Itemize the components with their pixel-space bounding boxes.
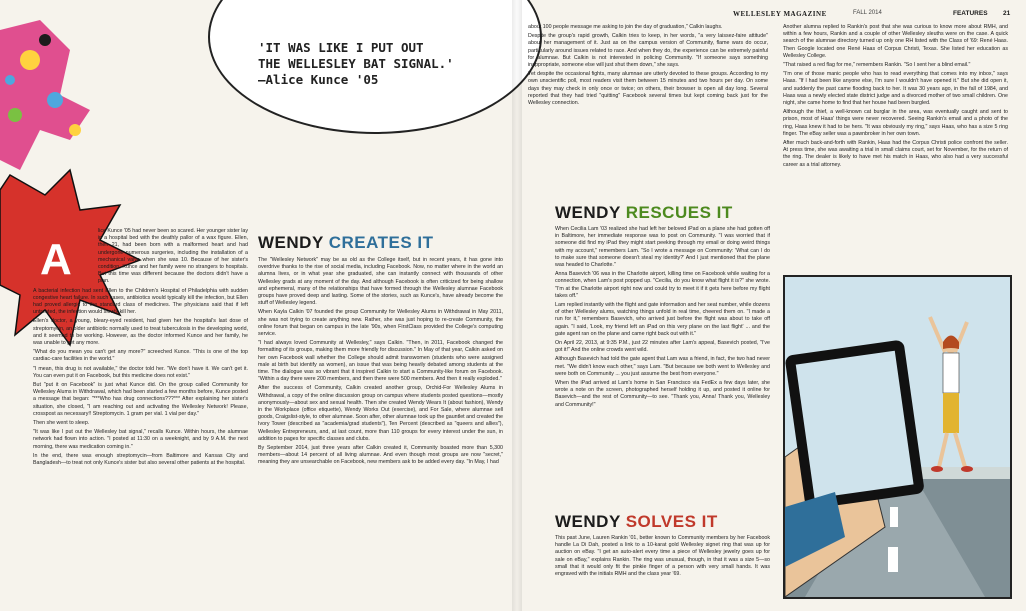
body-paragraph: "I mean, this drug is not available," the doctor told her. "We don't have it. We can't get it. You can even put it on Facebook, but this medicine does not exist." (33, 365, 248, 379)
runway-illustration (783, 275, 1012, 599)
body-paragraph: On April 22, 2013, at 9:35 P.M., just 22 minutes after Lam's appeal, Basevich posted, "I've got it!" And the online crowds went wild. (555, 340, 770, 354)
body-paragraph: Ellen's doctor, a young, bleary-eyed resident, had given her the hospital's last dose of streptomycin, an older antibiotic normally used to treat tuberculosis in the developing world, and it seemed to be working. However, as the doctor informed Kunce and her family, he was unable to get any more. (33, 318, 248, 347)
body-paragraph: "I'm one of those manic people who has to read everything that comes into my inbox," says Haas. "If I had been like anyone else, I'm sure I wouldn't have opened it." But she did open it, and suddenly the past came flooding back to her. It was 30 years ago, in the fall of 1984, and Haas was a newly elected state district judge and a divorced mother of two small children. One night, she came home to find that her house had been burgled. (783, 71, 1008, 107)
column-2 (258, 257, 503, 469)
confetti-dot (20, 50, 40, 70)
heading-creates-it (258, 233, 434, 253)
body-paragraph: "That raised a red flag for me," remembers Rankin. "So I sent her a blind email." (783, 62, 971, 69)
body-paragraph: Despite the group's rapid growth, Calkin tries to keep, in her words, "a very laissez-faire attitude" about her management of it. Just as on the campus version of Community, flame wars do occur, particularly around issues related to race. And when they do, the experience can be extremely painful for alumnae. But Calkin is not interested in policing Community. "If someone says something inappropriate, someone else will just shut them down," she says. (528, 33, 768, 69)
heading-accent: SOLVES IT (625, 512, 718, 531)
body-paragraph: "What do you mean you can't get any more?" screeched Kunce. "This is one of the top cardiac-care facilities in the world." (33, 349, 248, 363)
pull-quote-line1: 'IT WAS LIKE I PUT OUT (258, 40, 424, 55)
heading-word: WENDY (555, 203, 621, 222)
confetti-dot (8, 108, 22, 122)
body-paragraph: "It was like I put out the Wellesley bat signal," recalls Kunce. Within hours, the alumnae network had flown into action. "I posted at 11:30 on a weeknight, and by 9 A.M. the next morning, there was medication coming in." (33, 429, 248, 450)
body-paragraph: Lam replied instantly with the flight and gate information and her seat number, while dozens of other Wellesley alums, watching things unfold in real time, cheered them on. "I made a run for it," remembers Basevich, who arrived just before the flight was about to take off again. "I said, 'Look, my friend left an iPad on this very plane on the last flight' ... and the gate agent ran on the plane and came right back out with it." (555, 302, 770, 337)
body-paragraph: When the iPad arrived at Lam's home in San Francisco via FedEx a few days later, she wrote a note on the screen, photographed herself holding it up, and posted it online for Basevich—and the rest of Community—to see. "Thank you, Anna! Thank you, Wellesley and Community!" (555, 380, 770, 408)
column-3-bottom (555, 535, 770, 580)
body-paragraph: A bacterial infection had sent Ellen to the Children's Hospital of Philadelphia with sudden congestive heart failure. In such cases, antibiotics would typically kill the infection, but Ellen had proved allergic to the standard class of medicines. The physicians said that if left untreated, the infection would slowly kill her. (33, 287, 248, 316)
issue-season: FALL 2014 (853, 10, 882, 16)
body-paragraph: When Cecilia Lam '03 realized she had left her beloved iPad on a plane she had gotten off in Baltimore, her immediate response was to post on Community. "I was worried that if someone did find my iPad they might start peeking through my email or doing weird things with my account," remembers Lam. "So I wrote a message on Community: 'What can I do to make sure that someone doesn't steal my identity?' And I just mentioned that the plane was headed to Charlotte." (555, 226, 770, 269)
body-paragraph: Although the thief, a well-known cat burglar in the area, was eventually caught and sent to prison, most of Haas' things were never recovered. Seeing Rankin's email and a photo of the ring, Haas knew it had to be hers. "It was obviously my ring," says Haas, who has a size 5 ring finger. The eBay seller was a pawnbroker in her own town. (783, 109, 1008, 137)
body-paragraph: In the end, there was enough streptomycin—from Baltimore and Kansas City and Bangladesh—to treat not only Kunce's sister but also several other patients at the hospital. (33, 452, 248, 467)
heading-word: WENDY (555, 512, 621, 531)
heading-accent: RESCUES IT (625, 203, 733, 222)
body-paragraph: Anna Basevich '06 was in the Charlotte airport, killing time on Facebook while waiting for a connection, when Lam's post popped up. "Cecilia, do you know what flight it is?" she wrote. "I'm at the Charlotte airport right now and could try to meet it if it gets here before my flight takes off." (555, 271, 770, 299)
magazine-name: WELLESLEY MAGAZINE (733, 10, 827, 18)
column-4 (783, 24, 1008, 171)
body-paragraph: Another alumna replied to Rankin's post that she was curious to know more about RMH, and within a few hours, Rankin and a couple of other Wellesley sleuths were on the case. A quick search of the alumnae directory turned up only one RH listed with the Class of '69: René Haas. Then Google located one René Haas of Corpus Christi, Texas. She listed her education as Wellesley College. (783, 24, 1008, 59)
body-paragraph: "I had always loved Community at Wellesley," says Calkin. "Then, in 2011, Facebook changed the formatting of its groups, making them more friendly for discussion." In May of that year, Calkin asked on her own Facebook wall whether the College should admit transwomen (students who were assigned male at birth but identify as women), an issue that was being heavily debated among students at the time. The dialogue was so vibrant that it inspired Calkin to start a Community-like forum on Facebook. "Within a day there were 200 members, and then there were 500 members. And then it really exploded." (258, 340, 503, 383)
running-header (733, 8, 1018, 22)
body-paragraph: By September 2014, just three years after Calkin created it, Community boasted more than 5,300 members—about 14 percent of all living alumnae. And even though most groups are now "secret," meaning they are unsearchable on Facebook, new members ask to be added every day. "In May, I had (258, 445, 503, 466)
heading-word: WENDY (258, 233, 324, 252)
confetti-dot (39, 34, 51, 46)
confetti-dot (47, 92, 63, 108)
body-paragraph: Then she went to sleep. (33, 420, 90, 427)
drop-cap: A (40, 235, 72, 284)
runway-scene-icon (785, 277, 1010, 597)
heading-accent: CREATES IT (328, 233, 434, 252)
pull-quote (258, 40, 488, 88)
pull-quote-attribution: —Alice Kunce '05 (258, 72, 379, 87)
section-name: FEATURES (953, 10, 988, 17)
page-number: 21 (1003, 10, 1011, 17)
confetti-dot (69, 124, 81, 136)
body-paragraph: Although Basevich had told the gate agent that Lam was a friend, in fact, the two had never met. "We didn't know each other," says Lam. "But because we both went to Wellesley and were both on Community ... you just assume the best from everyone." (555, 356, 770, 377)
body-paragraph: After the success of Community, Calkin created another group, Orchid-For Wellesley Alums in Withdrawal, a copy of the online discussion group on campus where students posted questions—mostly anonymously—about sex and sexual health. Then she created Wendy Wears It (about fashion), Wendy in the Workplace (office etiquette), Wendy Works Out (exercise), and For Sale, where alumnae sell goods, Craigslist-style, to other alumnae. Soon after, other alumnae took up the gauntlet and created the Ivory Tower (described as "academia/grad students"), Ten Percent (described as "queers and allies"), Wellesley Entrepreneurs, and, at last count, more than 110 groups for every interest under the sun, in addition to pages for specific classes and clubs. (258, 385, 503, 442)
body-paragraph: This past June, Lauren Rankin '01, better known to Community members by her Facebook handle La Di Dah, posted a link to a 10-karat gold Wellesley signet ring that was up for auction on eBay. "I get an auto-alert every time a piece of Wellesley jewelry goes up for sale on eBay," explains Rankin. The ring was unusual, though, in that it was a size 5—so small that it would only fit the pinkie finger of a person with very small hands. It was engraved with the initials RMH and the class year '69. (555, 535, 770, 578)
column-3-middle (555, 226, 770, 411)
body-paragraph: The "Wellesley Network" may be as old as the College itself, but in recent years, it has gone into overdrive thanks to the rise of social media, including Facebook. Now, no matter where in the world an alumna lives, or in what year she graduated, she can instantly connect with thousands of other Wellesley grads at any moment of the day. And although Facebook is often criticized for being shallow and ephemeral, many of the relationships that have formed through the Wellesley alumnae Facebook groups have proved deep and lasting. Some of the stories, such as Kunce's, have already become the stuff of Wellesley legend. (258, 257, 503, 307)
body-paragraph: lice Kunce '05 had never been so scared. Her younger sister lay in a hospital bed with the deathly pallor of a wax figure. Ellen, then 21, had been born with a malformed heart and had undergone numerous surgeries, including the installation of a mechanical valve when she was 10. Because of her sister's condition, Kunce and her family were no strangers to hospitals. But this time was different because the doctors didn't have a plan. (98, 228, 248, 285)
body-paragraph: When Kayla Calkin '07 founded the group Community for Wellesley Alums in Withdrawal in May 2011, she was not trying to create anything new. Rather, she was just hoping to re-create Community, the online forum that began on campus in the late '90s, when FirstClass provided the College's computing service. (258, 309, 503, 338)
column-3-top (528, 24, 768, 109)
heading-solves-it (555, 512, 718, 532)
pull-quote-line2: THE WELLESLEY BAT SIGNAL.' (258, 56, 454, 71)
body-paragraph: After much back-and-forth with Rankin, Haas had the Corpus Christi police confront the seller. At press time, she was awaiting a trial in small claims court, set for November, for the return of the ring. The dealer is likely to have met his match in Haas, who also had a very successful career as a trial attorney. (783, 140, 1008, 168)
body-paragraph: Yet despite the occasional fights, many alumnae are utterly devoted to these groups. According to my own unscientific poll, most readers visit them between 15 minutes and two hours per day. On some days they may check in only once or twice; on others, their browser is open all day long. Several reported that they had tried "quitting" Facebook several times but kept coming back just for the Wellesley connection. (528, 71, 768, 107)
confetti-dot (5, 75, 15, 85)
page-gutter (512, 0, 522, 611)
column-1 (33, 228, 248, 469)
heading-rescues-it (555, 203, 733, 223)
body-paragraph: But "put it on Facebook" is just what Kunce did. On the group called Community for Wellesley Alums in Withdrawal, which had been started a few months before, Kunce posted a message that began: "***Who has drug connections???*** After explaining her sister's situation, she closed, "I am reaching out and activating the Wellesley Network! Please, crosspost as necessary!! Streptomycin. 1 gram per vial. 1 vial per day." (33, 382, 248, 417)
body-paragraph: about 100 people message me asking to join the day of graduation," Calkin laughs. (528, 24, 723, 30)
